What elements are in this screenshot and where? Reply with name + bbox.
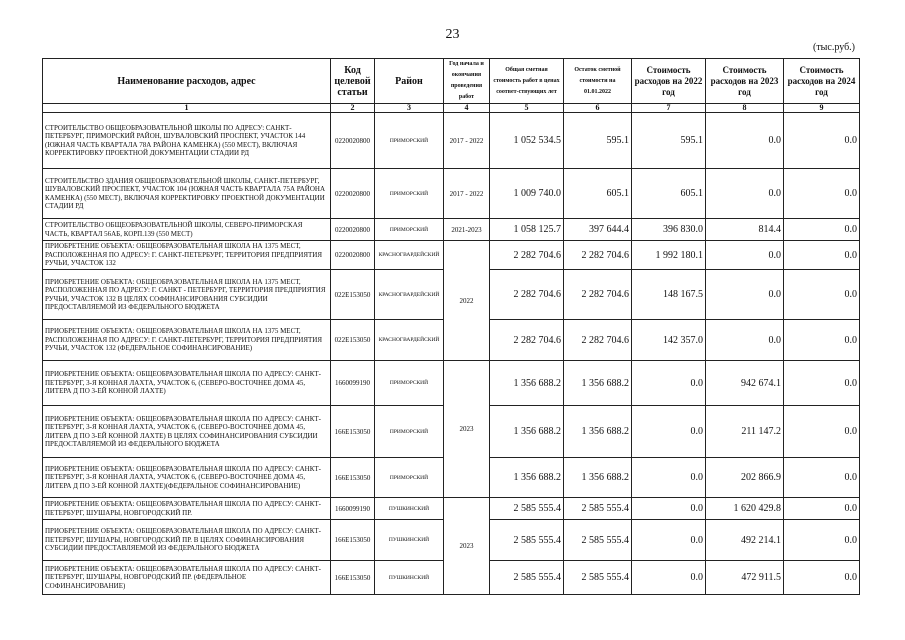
row-code: 166Е153050: [331, 406, 375, 458]
row-district: КРАСНОГВАРДЕЙСКИЙ: [375, 241, 444, 270]
row-code: 166Е153050: [331, 561, 375, 595]
header-code: Код целевой статьи: [331, 59, 375, 104]
row-remaining: 2 585 555.4: [564, 498, 632, 520]
table-row: [43, 169, 860, 219]
row-name: ПРИОБРЕТЕНИЕ ОБЪЕКТА: ОБЩЕОБРАЗОВАТЕЛЬНАЯ ШКОЛА ПО АДРЕСУ: САНКТ-ПЕТЕРБУРГ, 3-Я КОННАЯ ЛАХТА, УЧАСТОК 6, (СЕВЕРО-ВОСТОЧНЕЕ ДОМА 45, ЛИТЕРА Д ПО 3-ЕЙ КОННОЙ ЛАХТЕ)(ФЕДЕРАЛЬНОЕ СОФИНАНСИРОВАНИЕ): [43, 458, 331, 498]
row-remaining: 1 356 688.2: [564, 406, 632, 458]
column-number-row: [43, 104, 860, 113]
row-remaining: 397 644.4: [564, 219, 632, 241]
row-district: ПРИМОРСКИЙ: [375, 113, 444, 169]
table-row: [43, 113, 860, 169]
table-row: [43, 219, 860, 241]
row-total-cost: 2 282 704.6: [490, 241, 564, 270]
row-cost-2024: 0.0: [784, 113, 860, 169]
row-name: СТРОИТЕЛЬСТВО ОБЩЕОБРАЗОВАТЕЛЬНОЙ ШКОЛЫ, СЕВЕРО-ПРИМОРСКАЯ ЧАСТЬ, КВАРТАЛ 56АБ, КОРП.139 (550 МЕСТ): [43, 219, 331, 241]
row-remaining: 2 282 704.6: [564, 320, 632, 361]
row-name: ПРИОБРЕТЕНИЕ ОБЪЕКТА: ОБЩЕОБРАЗОВАТЕЛЬНАЯ ШКОЛА НА 1375 МЕСТ, РАСПОЛОЖЕННАЯ ПО АДРЕСУ: Г. САНКТ-ПЕТЕРБУРГ, ТЕРРИТОРИЯ ПРЕДПРИЯТИЯ РУЧЬИ, УЧАСТОК 132: [43, 241, 331, 270]
row-district: КРАСНОГВАРДЕЙСКИЙ: [375, 270, 444, 320]
row-cost-2023: 814.4: [706, 219, 784, 241]
row-name: ПРИОБРЕТЕНИЕ ОБЪЕКТА: ОБЩЕОБРАЗОВАТЕЛЬНАЯ ШКОЛА НА 1375 МЕСТ, РАСПОЛОЖЕННАЯ ПО АДРЕСУ: Г. САНКТ-ПЕТЕРБУРГ, ТЕРРИТОРИЯ ПРЕДПРИЯТИЯ РУЧЬИ, УЧАСТОК 132 (ФЕДЕРАЛЬНОЕ СОФИНАНСИРОВАНИЕ): [43, 320, 331, 361]
expenditure-table: [42, 58, 860, 595]
header-cost-2022: Стоимость расходов на 2022 год: [632, 59, 706, 104]
row-code: 0220020800: [331, 219, 375, 241]
row-code: 0220020800: [331, 169, 375, 219]
column-number: 3: [375, 104, 444, 113]
row-cost-2022: 396 830.0: [632, 219, 706, 241]
row-name: ПРИОБРЕТЕНИЕ ОБЪЕКТА: ОБЩЕОБРАЗОВАТЕЛЬНАЯ ШКОЛА ПО АДРЕСУ: САНКТ-ПЕТЕРБУРГ, 3-Я КОННАЯ ЛАХТА, УЧАСТОК 6, (СЕВЕРО-ВОСТОЧНЕЕ ДОМА 45, ЛИТЕРА Д ПО 3-ЕЙ КОННОЙ ЛАХТЕ): [43, 361, 331, 406]
row-district: ПРИМОРСКИЙ: [375, 406, 444, 458]
row-name: СТРОИТЕЛЬСТВО ЗДАНИЯ ОБЩЕОБРАЗОВАТЕЛЬНОЙ ШКОЛЫ, САНКТ-ПЕТЕРБУРГ, ШУВАЛОВСКИЙ ПРОСПЕКТ, УЧАСТОК 104 (ЮЖНАЯ ЧАСТЬ КВАРТАЛА 75А РАЙОНА КАМЕНКА) (550 МЕСТ), ВКЛЮЧАЯ КОРРЕКТИРОВКУ ПРОЕКТНОЙ ДОКУМЕНТАЦИИ СТАДИИ РД: [43, 169, 331, 219]
row-cost-2024: 0.0: [784, 241, 860, 270]
row-cost-2023: 0.0: [706, 270, 784, 320]
page-number: 23: [445, 27, 460, 42]
row-name: ПРИОБРЕТЕНИЕ ОБЪЕКТА: ОБЩЕОБРАЗОВАТЕЛЬНАЯ ШКОЛА ПО АДРЕСУ: САНКТ-ПЕТЕРБУРГ, ШУШАРЫ, НОВГОРОДСКИЙ ПР. (ФЕДЕРАЛЬНОЕ СОФИНАНСИРОВАНИЕ): [43, 561, 331, 595]
row-cost-2024: 0.0: [784, 169, 860, 219]
column-number: 1: [43, 104, 331, 113]
row-total-cost: 2 585 555.4: [490, 520, 564, 561]
header-cost-2024: Стоимость расходов на 2024 год: [784, 59, 860, 104]
row-cost-2023: 492 214.1: [706, 520, 784, 561]
row-cost-2023: 0.0: [706, 113, 784, 169]
row-district: ПРИМОРСКИЙ: [375, 219, 444, 241]
header-name: Наименование расходов, адрес: [43, 59, 331, 104]
column-number: 5: [490, 104, 564, 113]
header-period: Год начала и окончания проведения работ: [444, 59, 490, 104]
row-total-cost: 2 585 555.4: [490, 498, 564, 520]
row-cost-2022: 595.1: [632, 113, 706, 169]
row-remaining: 1 356 688.2: [564, 458, 632, 498]
row-district: КРАСНОГВАРДЕЙСКИЙ: [375, 320, 444, 361]
row-cost-2024: 0.0: [784, 406, 860, 458]
table-row: [43, 241, 860, 270]
column-number: 4: [444, 104, 490, 113]
row-district: ПУШКИНСКИЙ: [375, 520, 444, 561]
row-cost-2024: 0.0: [784, 361, 860, 406]
row-cost-2024: 0.0: [784, 320, 860, 361]
row-cost-2024: 0.0: [784, 561, 860, 595]
row-cost-2023: 202 866.9: [706, 458, 784, 498]
column-number: 2: [331, 104, 375, 113]
row-name: ПРИОБРЕТЕНИЕ ОБЪЕКТА: ОБЩЕОБРАЗОВАТЕЛЬНАЯ ШКОЛА ПО АДРЕСУ: САНКТ-ПЕТЕРБУРГ, ШУШАРЫ, НОВГОРОДСКИЙ ПР. В ЦЕЛЯХ СОФИНАНСИРОВАНИЯ СУБСИДИИ ПРЕДОСТАВЛЯЕМОЙ ИЗ ФЕДЕРАЛЬНОГО БЮДЖЕТА: [43, 520, 331, 561]
row-remaining: 2 585 555.4: [564, 520, 632, 561]
table-header-row: [43, 59, 860, 104]
row-total-cost: 1 356 688.2: [490, 406, 564, 458]
row-remaining: 605.1: [564, 169, 632, 219]
row-name: ПРИОБРЕТЕНИЕ ОБЪЕКТА: ОБЩЕОБРАЗОВАТЕЛЬНАЯ ШКОЛА ПО АДРЕСУ: САНКТ-ПЕТЕРБУРГ, 3-Я КОННАЯ ЛАХТА, УЧАСТОК 6, (СЕВЕРО-ВОСТОЧНЕЕ ДОМА 45, ЛИТЕРА Д ПО 3-ЕЙ КОННОЙ ЛАХТЕ) В ЦЕЛЯХ СОФИНАНСИРОВАНИЯ СУБСИДИИ ПРЕДОСТАВЛЯЕМОЙ ИЗ ФЕДЕРАЛЬНОГО БЮДЖЕТА: [43, 406, 331, 458]
row-cost-2022: 1 992 180.1: [632, 241, 706, 270]
row-cost-2023: 1 620 429.8: [706, 498, 784, 520]
row-cost-2024: 0.0: [784, 498, 860, 520]
row-district: ПУШКИНСКИЙ: [375, 498, 444, 520]
column-number: 8: [706, 104, 784, 113]
row-remaining: 1 356 688.2: [564, 361, 632, 406]
row-code: 022Е153050: [331, 320, 375, 361]
row-period-group: 2023: [444, 361, 490, 498]
row-code: 166Е153050: [331, 458, 375, 498]
row-cost-2023: 0.0: [706, 320, 784, 361]
row-cost-2022: 0.0: [632, 561, 706, 595]
row-code: 0220020800: [331, 241, 375, 270]
row-remaining: 2 585 555.4: [564, 561, 632, 595]
row-name: ПРИОБРЕТЕНИЕ ОБЪЕКТА: ОБЩЕОБРАЗОВАТЕЛЬНАЯ ШКОЛА ПО АДРЕСУ: САНКТ-ПЕТЕРБУРГ, ШУШАРЫ, НОВГОРОДСКИЙ ПР.: [43, 498, 331, 520]
row-cost-2022: 0.0: [632, 498, 706, 520]
row-cost-2023: 0.0: [706, 241, 784, 270]
row-cost-2022: 605.1: [632, 169, 706, 219]
row-cost-2022: 0.0: [632, 520, 706, 561]
column-number: 6: [564, 104, 632, 113]
row-total-cost: 1 356 688.2: [490, 361, 564, 406]
row-code: 166Е153050: [331, 520, 375, 561]
row-code: 0220020800: [331, 113, 375, 169]
row-total-cost: 2 282 704.6: [490, 270, 564, 320]
row-remaining: 2 282 704.6: [564, 270, 632, 320]
row-cost-2022: 0.0: [632, 361, 706, 406]
row-total-cost: 1 052 534.5: [490, 113, 564, 169]
row-period-group: 2022: [444, 241, 490, 361]
row-code: 1660099190: [331, 498, 375, 520]
row-cost-2023: 472 911.5: [706, 561, 784, 595]
row-district: ПУШКИНСКИЙ: [375, 561, 444, 595]
row-cost-2024: 0.0: [784, 270, 860, 320]
row-period: 2017 - 2022: [444, 169, 490, 219]
row-name: ПРИОБРЕТЕНИЕ ОБЪЕКТА: ОБЩЕОБРАЗОВАТЕЛЬНАЯ ШКОЛА НА 1375 МЕСТ, РАСПОЛОЖЕННАЯ ПО АДРЕСУ: Г. САНКТ - ПЕТЕРБУРГ, ТЕРРИТОРИЯ ПРЕДПРИЯТИЯ РУЧЬИ, УЧАСТОК 132 В ЦЕЛЯХ СОФИНАНСИРОВАНИЯ СУБСИДИИ ПРЕДОСТАВЛЯЕМОЙ ИЗ ФЕДЕРАЛЬНОГО БЮДЖЕТА: [43, 270, 331, 320]
row-cost-2022: 0.0: [632, 406, 706, 458]
row-cost-2022: 142 357.0: [632, 320, 706, 361]
row-cost-2022: 0.0: [632, 458, 706, 498]
units-label: (тыс.руб.): [812, 42, 855, 53]
table-row: [43, 498, 860, 520]
row-cost-2023: 211 147.2: [706, 406, 784, 458]
row-period: 2021-2023: [444, 219, 490, 241]
column-number: 9: [784, 104, 860, 113]
row-cost-2022: 148 167.5: [632, 270, 706, 320]
row-total-cost: 2 585 555.4: [490, 561, 564, 595]
row-total-cost: 1 009 740.0: [490, 169, 564, 219]
row-remaining: 595.1: [564, 113, 632, 169]
row-period-group: 2023: [444, 498, 490, 595]
row-cost-2023: 942 674.1: [706, 361, 784, 406]
header-remaining: Остаток сметной стоимости на 01.01.2022: [564, 59, 632, 104]
column-number: 7: [632, 104, 706, 113]
row-district: ПРИМОРСКИЙ: [375, 169, 444, 219]
row-cost-2023: 0.0: [706, 169, 784, 219]
row-total-cost: 1 058 125.7: [490, 219, 564, 241]
row-cost-2024: 0.0: [784, 219, 860, 241]
header-cost-2023: Стоимость расходов на 2023 год: [706, 59, 784, 104]
row-total-cost: 2 282 704.6: [490, 320, 564, 361]
row-district: ПРИМОРСКИЙ: [375, 458, 444, 498]
row-cost-2024: 0.0: [784, 458, 860, 498]
row-code: 022Е153050: [331, 270, 375, 320]
row-total-cost: 1 356 688.2: [490, 458, 564, 498]
row-code: 1660099190: [331, 361, 375, 406]
header-total-cost: Общая сметная стоимость работ в ценах соответ-ствующих лет: [490, 59, 564, 104]
row-cost-2024: 0.0: [784, 520, 860, 561]
row-remaining: 2 282 704.6: [564, 241, 632, 270]
table-row: [43, 361, 860, 406]
row-district: ПРИМОРСКИЙ: [375, 361, 444, 406]
row-period: 2017 - 2022: [444, 113, 490, 169]
row-name: СТРОИТЕЛЬСТВО ОБЩЕОБРАЗОВАТЕЛЬНОЙ ШКОЛЫ ПО АДРЕСУ: САНКТ-ПЕТЕРБУРГ, ПРИМОРСКИЙ РАЙОН, ШУВАЛОВСКИЙ ПРОСПЕКТ, УЧАСТОК 144 (ЮЖНАЯ ЧАСТЬ КВАРТАЛА 78А РАЙОНА КАМЕНКА) (550 МЕСТ), ВКЛЮЧАЯ КОРРЕКТИРОВКУ ПРОЕКТНОЙ ДОКУМЕНТАЦИИ СТАДИИ РД: [43, 113, 331, 169]
header-district: Район: [375, 59, 444, 104]
